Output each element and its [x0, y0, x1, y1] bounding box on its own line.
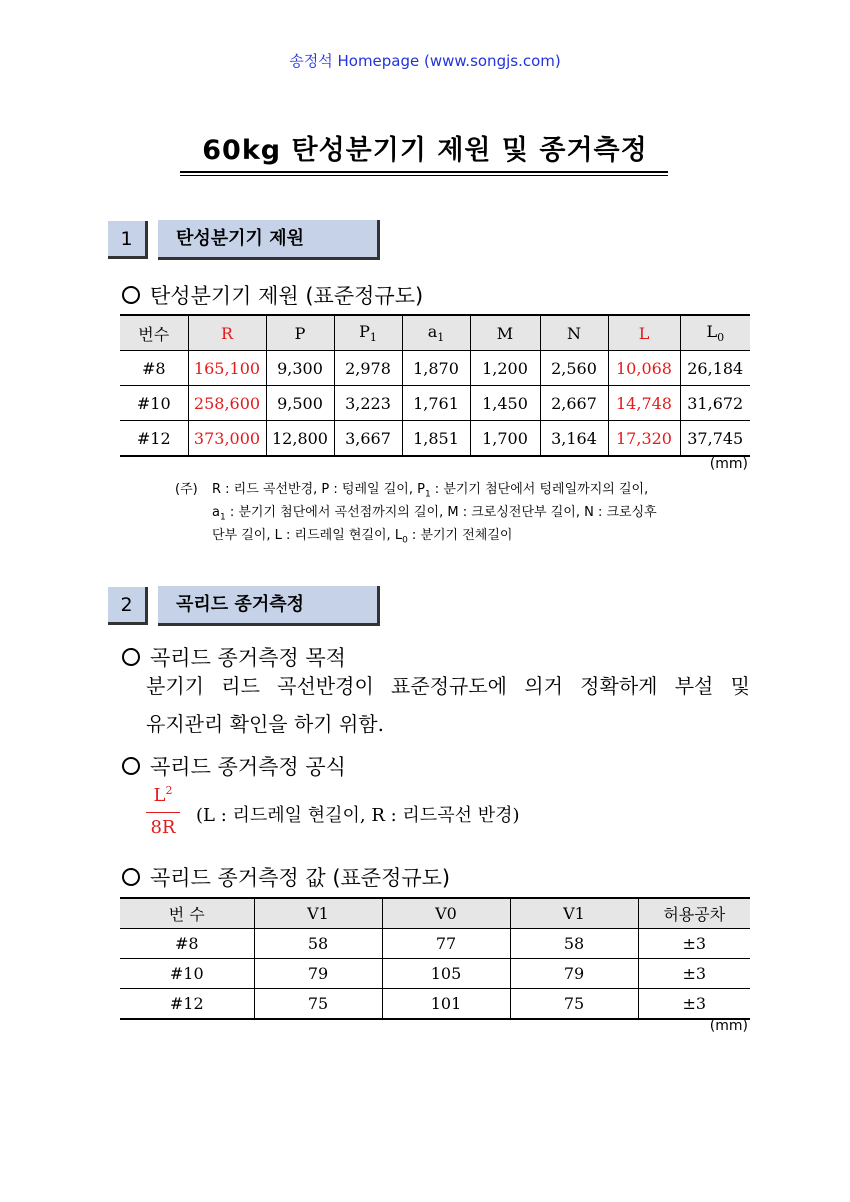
cell-v1: 75: [254, 989, 382, 1020]
col-header-n: N: [540, 315, 608, 351]
col-header-p: P: [266, 315, 334, 351]
cell-v1: 79: [510, 959, 638, 989]
purpose-subheading-text: 곡리드 종거측정 목적: [150, 646, 346, 670]
col-header-v1: V1: [510, 898, 638, 929]
cell-gauge: #10: [120, 386, 188, 421]
section-2-number: 2: [108, 587, 148, 625]
cell-p: 12,800: [266, 421, 334, 457]
col-header-l0: $L_0$: [680, 315, 750, 351]
formula-denominator: 8R: [150, 817, 176, 838]
circle-bullet-icon: [122, 757, 140, 775]
cell-m: 1,700: [470, 421, 540, 457]
cell-n: 3,164: [540, 421, 608, 457]
cell-v0: 101: [382, 989, 510, 1020]
spec-note-prefix: (주): [175, 482, 198, 497]
fraction-bar: [146, 812, 180, 813]
col-header-v0: V0: [382, 898, 510, 929]
col-header-a1: $a_1$: [402, 315, 470, 351]
spec-table: [120, 314, 750, 457]
section-2-label: 곡리드 종거측정: [158, 586, 380, 626]
cell-a1: 1,761: [402, 386, 470, 421]
cell-p1: 3,223: [334, 386, 402, 421]
title-underline-thin: [180, 175, 668, 176]
cell-v1: 58: [510, 929, 638, 959]
cell-l: 14,748: [608, 386, 680, 421]
cell-v0: 105: [382, 959, 510, 989]
offset-table: [120, 897, 750, 1020]
cell-v1: 75: [510, 989, 638, 1020]
spec-note-line-3: 단부 길이, L : 리드레일 현길이, $L_0$ : 분기기 전체길이: [212, 528, 513, 546]
section-1-label: 탄성분기기 제원: [158, 220, 380, 260]
cell-m: 1,200: [470, 351, 540, 386]
table-row: [120, 959, 750, 989]
cell-a1: 1,870: [402, 351, 470, 386]
table-row: [120, 386, 750, 421]
cell-gauge: #8: [120, 929, 254, 959]
col-header-p1: $P_1$: [334, 315, 402, 351]
purpose-line-1: 분기기 리드 곡선반경이 표준정규도에 의거 정확하게 부설 및: [146, 674, 750, 698]
cell-l0: 37,745: [680, 421, 750, 457]
values-subheading-text: 곡리드 종거측정 값 (표준정규도): [150, 866, 451, 890]
cell-p1: 3,667: [334, 421, 402, 457]
homepage-link[interactable]: 송정석 Homepage (www.songjs.com): [289, 52, 561, 70]
cell-tolerance: ±3: [638, 989, 750, 1020]
cell-v1: 79: [254, 959, 382, 989]
cell-n: 2,560: [540, 351, 608, 386]
cell-n: 2,667: [540, 386, 608, 421]
section-1-number: 1: [108, 221, 148, 259]
offset-table-header-row: [120, 898, 750, 929]
cell-tolerance: ±3: [638, 959, 750, 989]
cell-p: 9,500: [266, 386, 334, 421]
formula-subheading: [122, 751, 346, 781]
formula-numerator: $L^2$: [153, 784, 173, 806]
col-header-v1: V1: [254, 898, 382, 929]
spec-table-unit: (mm): [709, 456, 748, 472]
circle-bullet-icon: [122, 868, 140, 886]
cell-gauge: #12: [120, 989, 254, 1020]
cell-a1: 1,851: [402, 421, 470, 457]
formula-subheading-text: 곡리드 종거측정 공식: [150, 755, 346, 779]
col-header-tolerance: 허용공차: [638, 898, 750, 929]
cell-m: 1,450: [470, 386, 540, 421]
cell-r: 258,600: [188, 386, 266, 421]
cell-v1: 58: [254, 929, 382, 959]
cell-gauge: #8: [120, 351, 188, 386]
table-row: [120, 421, 750, 457]
offset-table-unit: (mm): [709, 1018, 748, 1034]
purpose-subheading: [122, 642, 346, 672]
spec-subheading-text: 탄성분기기 제원 (표준정규도): [150, 284, 424, 308]
col-header-r: R: [188, 315, 266, 351]
cell-r: 373,000: [188, 421, 266, 457]
col-header-gauge: 번 수: [120, 898, 254, 929]
spec-note-line-2: $a_1$ : 분기기 첨단에서 곡선점까지의 길이, M : 크로싱전단부 길이, N : 크로싱후: [212, 505, 657, 523]
cell-p1: 2,978: [334, 351, 402, 386]
circle-bullet-icon: [122, 648, 140, 666]
cell-l0: 31,672: [680, 386, 750, 421]
cell-l: 10,068: [608, 351, 680, 386]
title-underline: [180, 171, 668, 173]
cell-tolerance: ±3: [638, 929, 750, 959]
col-header-m: M: [470, 315, 540, 351]
cell-gauge: #12: [120, 421, 188, 457]
cell-r: 165,100: [188, 351, 266, 386]
table-row: [120, 351, 750, 386]
spec-table-header-row: [120, 315, 750, 351]
cell-gauge: #10: [120, 959, 254, 989]
cell-l0: 26,184: [680, 351, 750, 386]
cell-p: 9,300: [266, 351, 334, 386]
col-header-l: L: [608, 315, 680, 351]
table-row: [120, 989, 750, 1020]
cell-l: 17,320: [608, 421, 680, 457]
formula-fraction: [146, 784, 180, 838]
spec-subheading: [122, 280, 423, 310]
spec-note-line-1: R : 리드 곡선반경, P : 텅레일 길이, $P_1$ : 분기기 첨단에서 텅레일까지의 길이,: [212, 482, 649, 500]
circle-bullet-icon: [122, 286, 140, 304]
table-row: [120, 929, 750, 959]
page-title: 60kg 탄성분기기 제원 및 종거측정: [202, 135, 648, 166]
formula-description: (L : 리드레일 현길이, R : 리드곡선 반경): [196, 805, 520, 826]
values-subheading: [122, 862, 450, 892]
cell-v0: 77: [382, 929, 510, 959]
purpose-line-2: 유지관리 확인을 하기 위함.: [146, 712, 384, 736]
col-header-gauge: 번수: [120, 315, 188, 351]
